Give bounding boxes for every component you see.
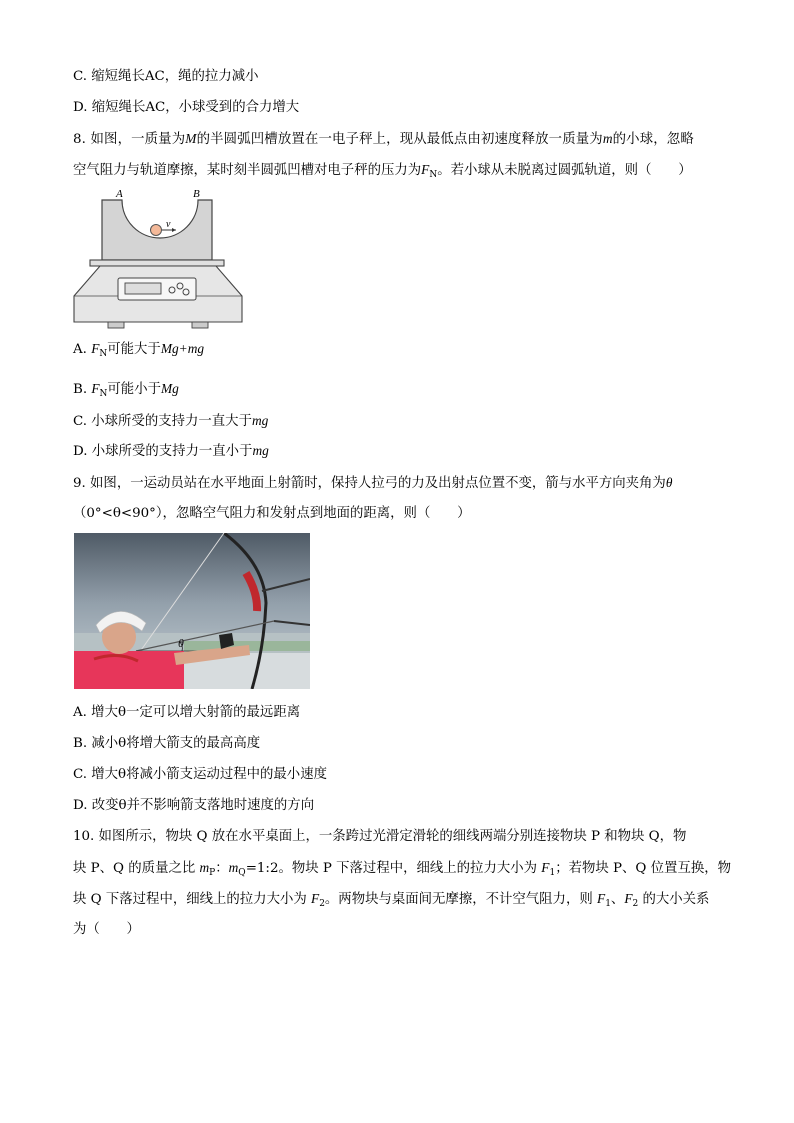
label-v: v — [166, 219, 171, 230]
ball — [151, 225, 162, 236]
q10-stem-line3: 块 Q 下落过程中，细线上的拉力大小为 $F_2$。两物块与桌面间无摩擦，不计空气阻力，则 $F_1$、$F_2$ 的大小关系 — [73, 891, 710, 909]
label-a: A — [116, 188, 123, 200]
q9-option-b: B. 减小θ将增大箭支的最高高度 — [73, 736, 261, 751]
label-theta: θ — [178, 636, 184, 650]
q8-stem-line2: 空气阻力与轨道摩擦，某时刻半圆弧凹槽对电子秤的压力为$F_N$。若小球从未脱离过圆弧轨道，则（ ） — [73, 162, 692, 180]
label-b: B — [193, 188, 200, 200]
q8-option-b: B. $F_N$可能小于Mg — [73, 381, 179, 399]
scale-groove-figure — [72, 186, 247, 331]
q10-stem-line1: 10. 如图所示，物块 Q 放在水平桌面上，一条跨过光滑定滑轮的细线两端分别连接物块 P 和物块 Q，物 — [73, 829, 687, 844]
q8-option-a: A. $F_N$可能大于Mg+mg — [73, 341, 205, 359]
scale-screen — [125, 283, 161, 294]
q9-option-c: C. 增大θ将减小箭支运动过程中的最小速度 — [73, 767, 327, 782]
q8-option-c: C. 小球所受的支持力一直大于mg — [73, 413, 269, 429]
q9-stem-line2: （0°<θ<90°），忽略空气阻力和发射点到地面的距离，则（ ） — [73, 506, 471, 521]
q8-option-d: D. 小球所受的支持力一直小于mg — [73, 443, 269, 459]
velocity-arrow-head — [172, 228, 176, 232]
scale-foot — [192, 322, 208, 328]
q9-stem-line1: 9. 如图，一运动员站在水平地面上射箭时，保持人拉弓的力及出射点位置不变，箭与水平方向夹角为θ — [73, 475, 673, 491]
q8-stem-line1: 8. 如图，一质量为M的半圆弧凹槽放置在一电子秤上，现从最低点由初速度释放一质量为m的小球，忽略 — [73, 131, 694, 147]
option-c-prev: C. 缩短绳长AC，绳的拉力减小 — [73, 69, 259, 84]
q10-stem-line2: 块 P、Q 的质量之比 $m_P$：$m_Q=1:2$。物块 P 下落过程中，细线上的拉力大小为 $F_1$；若物块 P、Q 位置互换，物 — [73, 860, 732, 878]
q9-option-d: D. 改变θ并不影响箭支落地时速度的方向 — [73, 798, 315, 813]
archer-photo — [74, 533, 310, 689]
q9-option-a: A. 增大θ一定可以增大射箭的最远距离 — [73, 705, 301, 720]
q10-stem-line4: 为（ ） — [73, 922, 140, 937]
option-d-prev: D. 缩短绳长AC，小球受到的合力增大 — [73, 100, 300, 115]
scale-foot — [108, 322, 124, 328]
scale-platform — [90, 260, 224, 266]
